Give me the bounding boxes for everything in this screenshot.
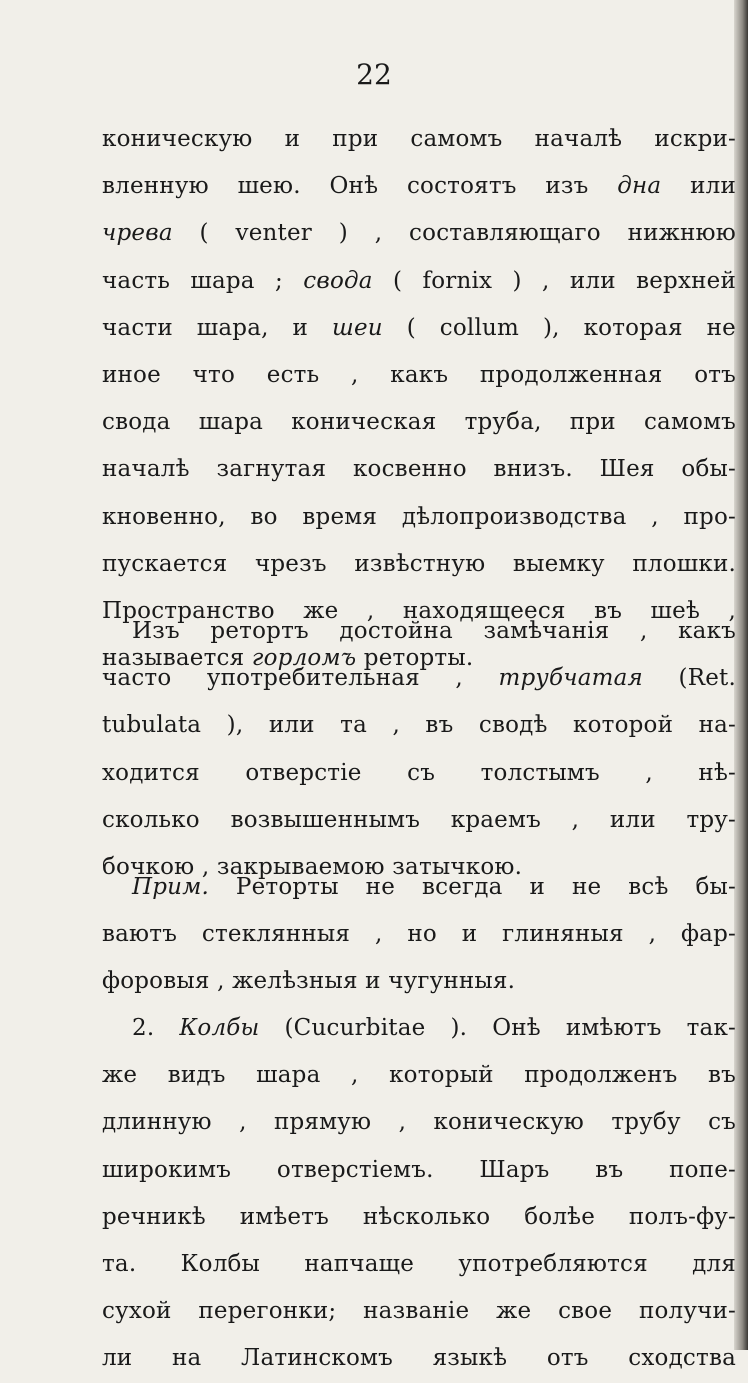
text-run: ходится отверстіе съ толстымъ , нѣ-: [102, 759, 736, 786]
italic-term: Прим.: [132, 874, 209, 900]
text-run: (Cucurbitae ). Онѣ имѣютъ так-: [259, 1015, 736, 1041]
page-number: 22: [356, 58, 392, 91]
text-line: [102, 1147, 736, 1194]
italic-term: шеи: [331, 314, 383, 341]
text-line: [102, 958, 736, 1005]
text-run: свода шара коническая труба, при самомъ: [102, 409, 736, 436]
text-line: [102, 446, 736, 493]
paragraph-tubulated-retort: [102, 608, 736, 891]
text-run: та. Колбы напчаще употребляются для: [102, 1250, 736, 1277]
text-run: ли на Латинскомъ языкѣ отъ сходства: [102, 1345, 736, 1372]
text-run: вленную шею. Онѣ состоятъ изъ: [102, 173, 618, 200]
text-line: [102, 1241, 736, 1288]
text-line: [102, 210, 736, 257]
text-line: [102, 258, 736, 305]
text-run: началѣ загнутая косвенно внизъ. Шея обы-: [102, 456, 736, 483]
text-line: [102, 797, 736, 844]
text-line: [102, 116, 736, 163]
text-line: [102, 1052, 736, 1099]
text-run: кновенно, во время дѣлопроизводства , про-: [102, 503, 736, 530]
text-run: широкимъ отверстіемъ. Шаръ въ попе-: [102, 1156, 736, 1183]
text-line: [102, 305, 736, 352]
text-run: пускается чрезъ извѣстную выемку плошки.: [102, 550, 736, 577]
text-run: Реторты не всегда и не всѣ бы-: [208, 874, 736, 900]
text-run: 2.: [132, 1015, 180, 1041]
text-line: [102, 1099, 736, 1146]
italic-term: Колбы: [179, 1015, 260, 1041]
page-edge-shadow: [734, 0, 748, 1350]
text-run: форовыя , желѣзныя и чугунныя.: [102, 968, 516, 995]
text-line: [102, 702, 736, 749]
text-run: сухой перегонки; названіе же свое получи-: [102, 1298, 736, 1325]
text-run: часто употребительная ,: [102, 665, 499, 692]
text-line: [102, 1005, 736, 1052]
italic-term: свода: [303, 267, 373, 294]
text-line: [102, 541, 736, 588]
text-line: [102, 1335, 736, 1382]
text-run: коническую и при самомъ началѣ искри-: [102, 126, 736, 152]
text-run: Изъ ретортъ достойна замѣчанія , какъ: [132, 618, 736, 644]
text-line: [102, 352, 736, 399]
text-line: [102, 864, 736, 911]
text-line: [102, 1288, 736, 1335]
text-run: называется: [102, 645, 252, 672]
italic-term: трубчатая: [498, 665, 643, 692]
text-run: ( collum ), которая не: [382, 314, 736, 341]
paragraph-note: [102, 864, 736, 1006]
text-run: Пространство же , находящееся въ шеѣ ,: [102, 597, 736, 624]
text-run: иное что есть , какъ продолженная отъ: [102, 361, 736, 388]
text-line: [102, 163, 736, 210]
text-run: (Ret.: [642, 665, 736, 692]
text-run: ваютъ стеклянныя , но и глиняныя , фар-: [102, 921, 736, 948]
text-run: же видъ шара , который продолженъ въ: [102, 1062, 736, 1089]
text-line: [102, 655, 736, 702]
text-run: часть шара ;: [102, 267, 304, 294]
italic-term: дна: [617, 173, 662, 200]
italic-term: чрева: [102, 220, 173, 247]
text-run: части шара, и: [102, 314, 332, 341]
paragraph-flasks: [102, 1005, 736, 1383]
text-run: ( fornix ) , или верхней: [372, 267, 736, 294]
text-line: [102, 911, 736, 958]
text-run: речникѣ имѣетъ нѣсколько болѣе полъ-фу-: [102, 1203, 736, 1230]
text-run: ( venter ) , составляющаго нижнюю: [172, 220, 736, 247]
text-run: бочкою , закрываемою затычкою.: [102, 853, 523, 880]
text-run: сколько возвышеннымъ краемъ , или тру-: [102, 806, 736, 833]
text-line: [102, 750, 736, 797]
italic-term: горломъ: [251, 645, 357, 672]
text-run: tubulata ), или та , въ сводѣ которой на-: [102, 712, 736, 739]
text-line: [102, 1194, 736, 1241]
text-run: или: [661, 173, 736, 200]
text-line: [102, 608, 736, 655]
text-line: [102, 494, 736, 541]
text-line: [102, 399, 736, 446]
paragraph-retort-parts: [102, 116, 736, 682]
text-run: длинную , прямую , коническую трубу съ: [102, 1109, 736, 1136]
text-run: реторты.: [356, 645, 474, 672]
